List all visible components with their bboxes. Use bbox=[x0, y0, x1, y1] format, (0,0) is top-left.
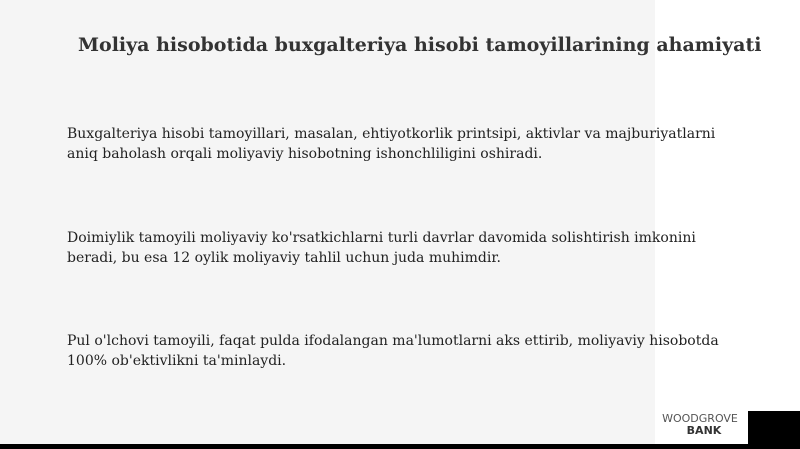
paragraph-prudence: Buxgalteriya hisobi tamoyillari, masalan, ehtiyotkorlik printsipi, aktivlar va majburiyatlarni aniq baholash orqali moliyaviy hisobotning ishonchliligini oshiradi. bbox=[67, 126, 716, 162]
slide-title: Moliya hisobotida buxgalteriya hisobi tamoyillarining ahamiyati bbox=[78, 34, 762, 56]
paragraph-consistency: Doimiylik tamoyili moliyaviy ko'rsatkichlarni turli davrlar davomida solishtirish imkonini beradi, bu esa 12 oylik moliyaviy tahlil uchun juda muhimdir. bbox=[67, 230, 696, 266]
logo-black-block bbox=[748, 416, 800, 439]
company-logo bbox=[655, 413, 745, 437]
paragraph-monetary-measure: Pul o'lchovi tamoyili, faqat pulda ifodalangan ma'lumotlarni aks ettirib, moliyaviy hisobotda 100% ob'ektivlikni ta'minlaydi. bbox=[67, 333, 719, 369]
logo-text-bank: BANK bbox=[686, 424, 722, 437]
logo-text-woodgrove: WOODGROVE bbox=[662, 412, 738, 425]
